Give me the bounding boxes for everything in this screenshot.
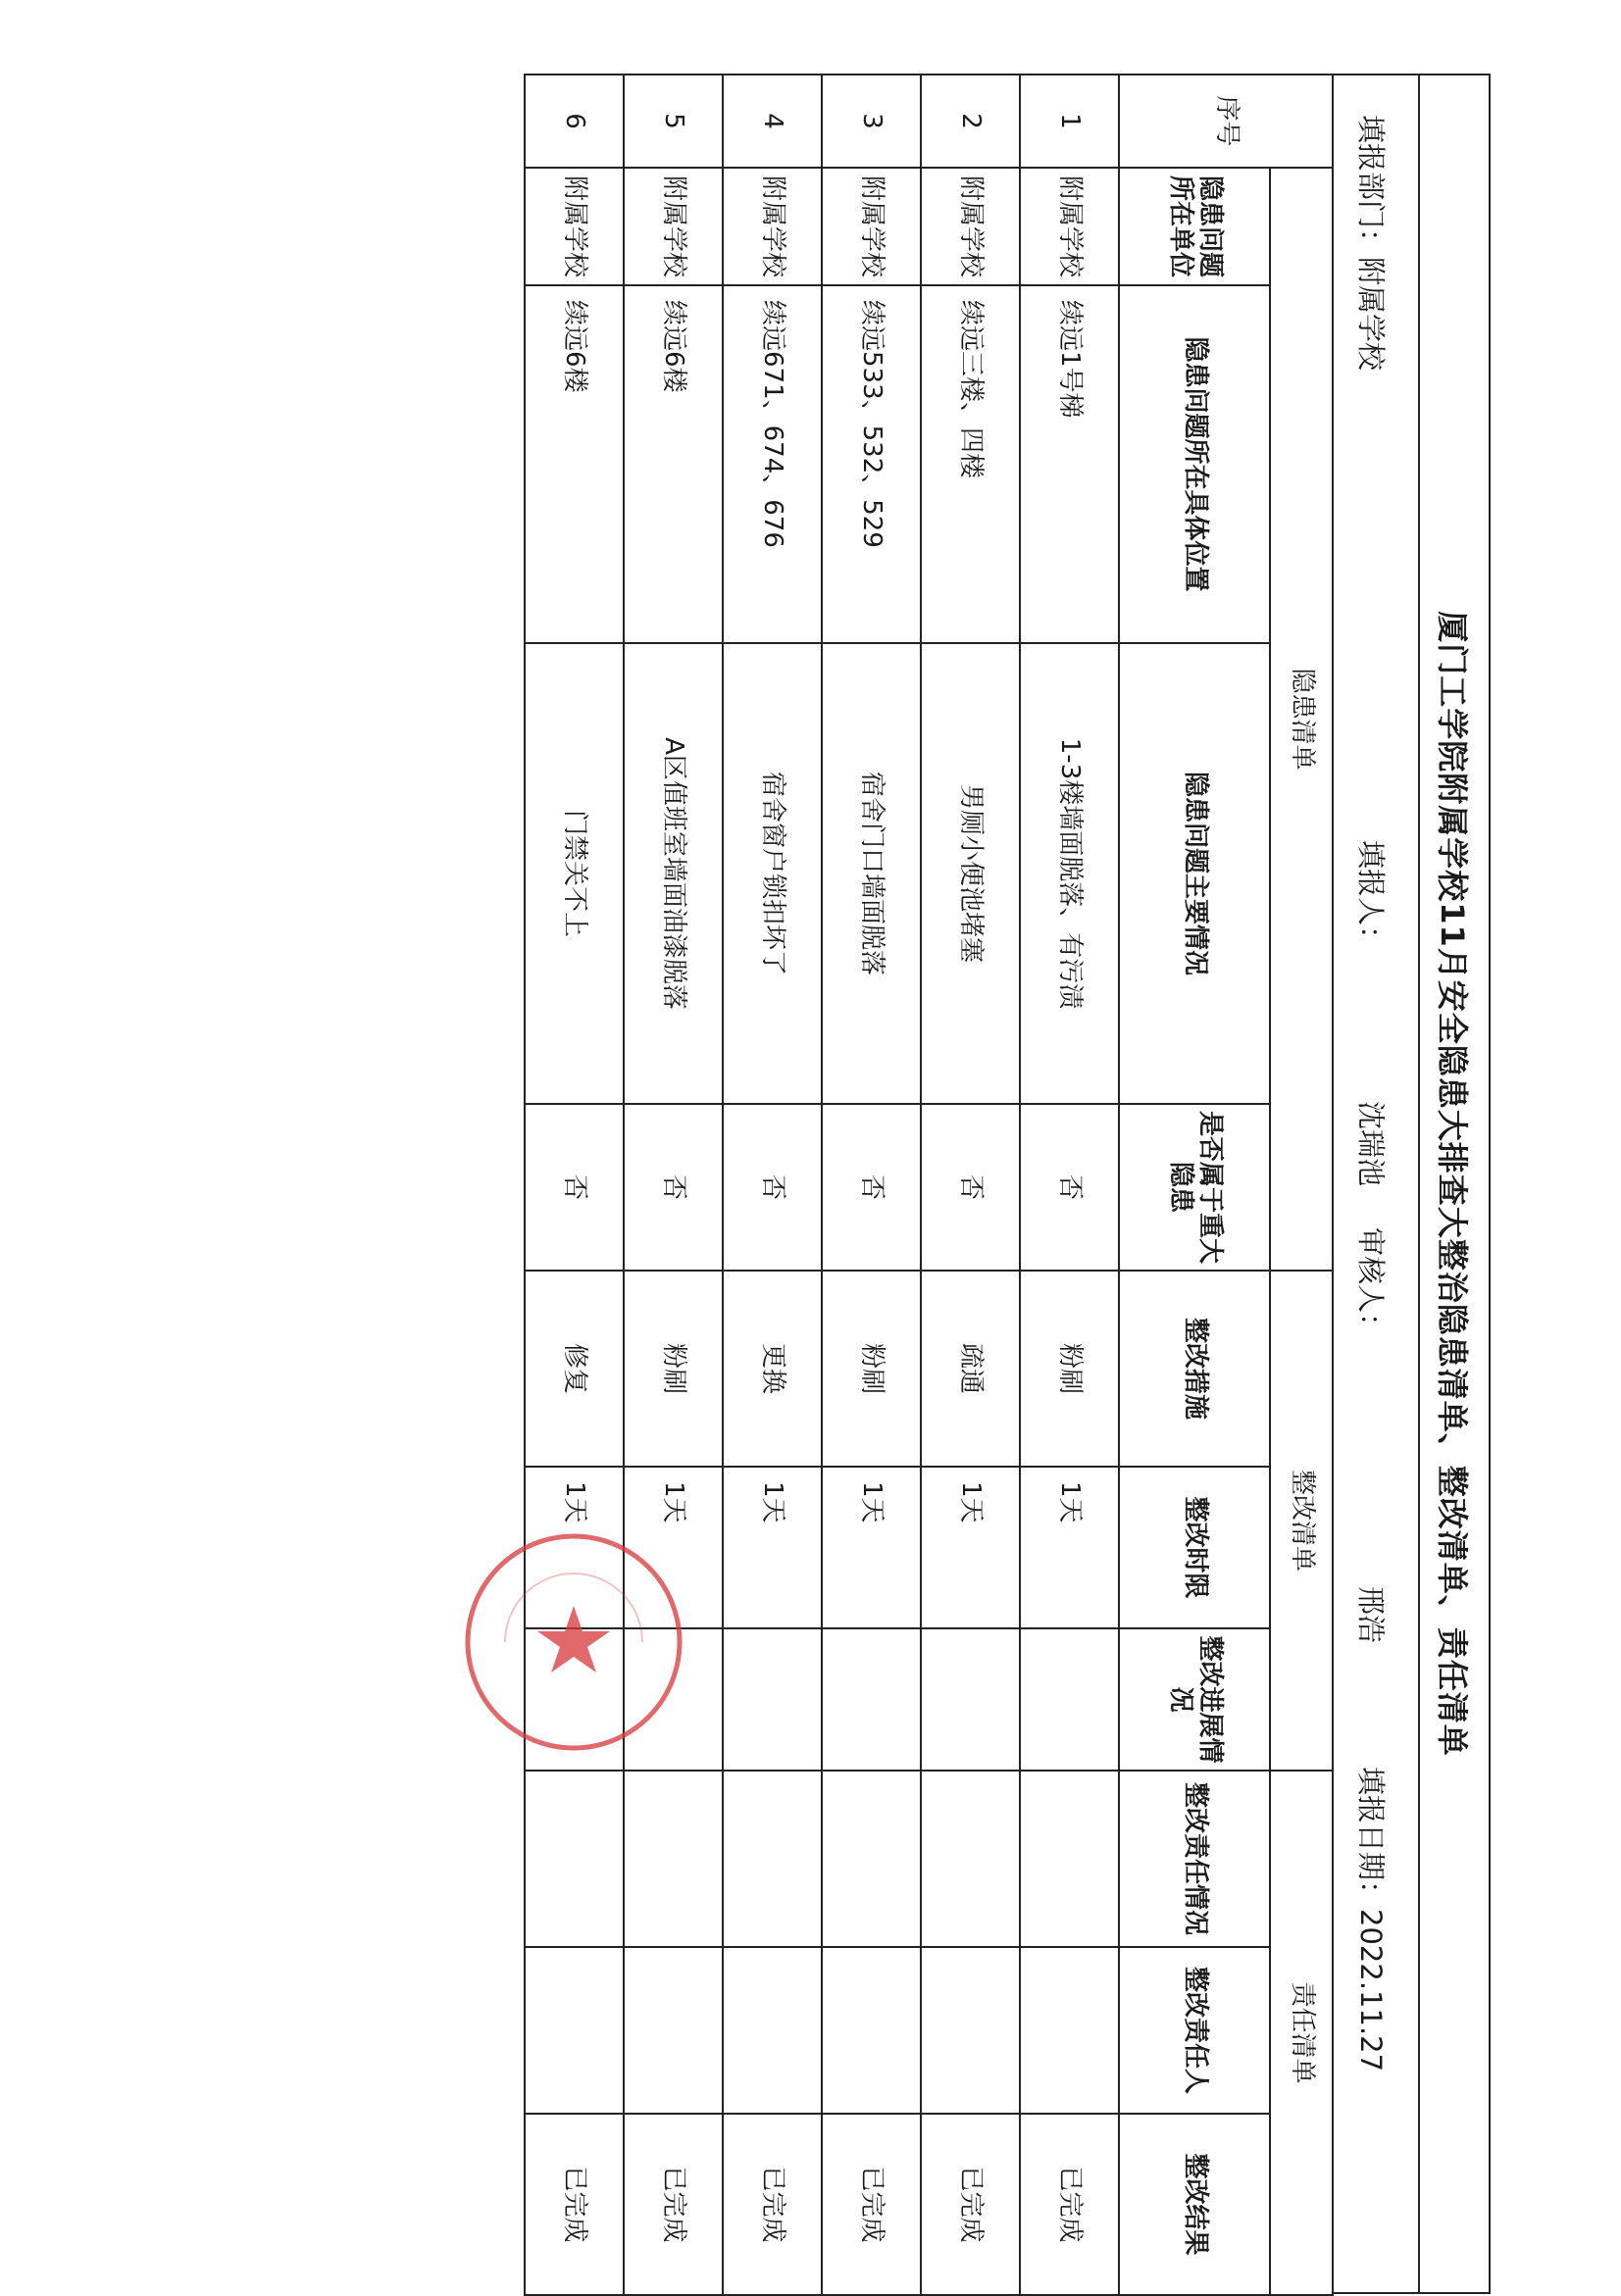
reporter-value: 沈瑞池 (1354, 1101, 1388, 1187)
cell-unit: 附属学校 (822, 168, 921, 285)
col-duty-status: 整改责任情况 (1119, 1771, 1270, 1947)
table-row (921, 75, 1020, 2295)
cell-duty-person (723, 1947, 822, 2114)
cell-major: 否 (822, 1104, 921, 1271)
column-header-row (1119, 75, 1270, 2295)
cell-situation: 门禁关不上 (525, 643, 624, 1104)
department-field (1352, 115, 1393, 371)
section-header-row (1270, 75, 1333, 2295)
cell-duty-status (723, 1771, 822, 1947)
cell-major: 否 (1020, 1104, 1119, 1271)
cell-major: 否 (921, 1104, 1020, 1271)
col-unit: 隐患问题所在单位 (1119, 168, 1270, 285)
cell-location: 续远6楼 (525, 285, 624, 643)
table-row (723, 75, 822, 2295)
meta-row (1334, 74, 1420, 2294)
cell-result: 已完成 (1020, 2114, 1119, 2295)
cell-unit: 附属学校 (723, 168, 822, 285)
cell-measure: 粉刷 (1020, 1271, 1119, 1467)
cell-no: 2 (921, 75, 1020, 168)
cell-deadline: 1天 (921, 1467, 1020, 1628)
cell-duty-person (525, 1947, 624, 2114)
hazard-table (524, 74, 1334, 2296)
col-deadline: 整改时限 (1119, 1467, 1270, 1628)
cell-deadline: 1天 (525, 1467, 624, 1628)
reporter-label: 填报人： (1354, 840, 1388, 955)
cell-duty-person (921, 1947, 1020, 2114)
cell-measure: 修复 (525, 1271, 624, 1467)
table-row (525, 75, 624, 2295)
cell-no: 1 (1020, 75, 1119, 168)
cell-situation: 1-3楼墙面脱落、有污渍 (1020, 643, 1119, 1104)
cell-deadline: 1天 (822, 1467, 921, 1628)
cell-progress (723, 1628, 822, 1771)
cell-progress (822, 1628, 921, 1771)
cell-location: 续远671、674、676 (723, 285, 822, 643)
reporter-field (1352, 840, 1393, 1186)
department-label: 填报部门： (1354, 115, 1388, 258)
cell-result: 已完成 (921, 2114, 1020, 2295)
col-major: 是否属于重大隐患 (1119, 1104, 1270, 1271)
cell-duty-status (525, 1771, 624, 1947)
cell-result: 已完成 (723, 2114, 822, 2295)
cell-deadline: 1天 (624, 1467, 723, 1628)
table-row (822, 75, 921, 2295)
cell-no: 4 (723, 75, 822, 168)
col-location: 隐患问题所在具体位置 (1119, 285, 1270, 643)
cell-major: 否 (525, 1104, 624, 1271)
cell-result: 已完成 (822, 2114, 921, 2295)
table-row (1020, 75, 1119, 2295)
cell-deadline: 1天 (1020, 1467, 1119, 1628)
cell-major: 否 (723, 1104, 822, 1271)
cell-result: 已完成 (624, 2114, 723, 2295)
seal-star-icon (537, 1606, 610, 1672)
document-title: 厦门工学院附属学校11月安全隐患大排查大整治隐患清单、整改清单、责任清单 (1420, 74, 1491, 2294)
reviewer-field (1352, 1227, 1393, 1643)
cell-no: 5 (624, 75, 723, 168)
col-duty-person: 整改责任人 (1119, 1947, 1270, 2114)
cell-duty-person (822, 1947, 921, 2114)
cell-situation: 男厕小便池堵塞 (921, 643, 1020, 1104)
cell-duty-status (822, 1771, 921, 1947)
reviewer-label: 审核人： (1354, 1227, 1388, 1342)
col-progress: 整改进展情况 (1119, 1628, 1270, 1771)
cell-no: 3 (822, 75, 921, 168)
date-label: 填报日期： (1354, 1767, 1388, 1910)
cell-major: 否 (624, 1104, 723, 1271)
cell-measure: 粉刷 (624, 1271, 723, 1467)
cell-measure: 疏通 (921, 1271, 1020, 1467)
department-value: 附属学校 (1354, 257, 1388, 372)
cell-unit: 附属学校 (624, 168, 723, 285)
reviewer-value: 邢浩 (1354, 1586, 1388, 1644)
cell-location: 续远6楼 (624, 285, 723, 643)
rotated-document-sheet (560, 74, 1491, 2294)
cell-no: 6 (525, 75, 624, 168)
cell-duty-person (624, 1947, 723, 2114)
cell-situation: 宿舍门口墙面脱落 (822, 643, 921, 1104)
table-row (624, 75, 723, 2295)
cell-location: 续远三楼、四楼 (921, 285, 1020, 643)
date-value: 2022.11.27 (1354, 1909, 1388, 2072)
col-result: 整改结果 (1119, 2114, 1270, 2295)
cell-result: 已完成 (525, 2114, 624, 2295)
cell-unit: 附属学校 (1020, 168, 1119, 285)
cell-progress (1020, 1628, 1119, 1771)
cell-unit: 附属学校 (525, 168, 624, 285)
cell-measure: 粉刷 (822, 1271, 921, 1467)
date-field (1352, 1767, 1393, 2071)
rectify-list-header: 整改清单 (1270, 1271, 1333, 1771)
cell-duty-person (1020, 1947, 1119, 2114)
col-measure: 整改措施 (1119, 1271, 1270, 1467)
cell-deadline: 1天 (723, 1467, 822, 1628)
cell-duty-status (624, 1771, 723, 1947)
cell-duty-status (1020, 1771, 1119, 1947)
cell-location: 续远533、532、529 (822, 285, 921, 643)
seq-header: 序号 (1119, 75, 1333, 168)
col-situation: 隐患问题主要情况 (1119, 643, 1270, 1104)
cell-duty-status (921, 1771, 1020, 1947)
duty-list-header: 责任清单 (1270, 1771, 1333, 2295)
cell-unit: 附属学校 (921, 168, 1020, 285)
official-seal-stamp (461, 1529, 686, 1755)
hazard-list-header: 隐患清单 (1270, 168, 1333, 1271)
cell-location: 续远1号梯 (1020, 285, 1119, 643)
cell-progress (921, 1628, 1020, 1771)
cell-measure: 更换 (723, 1271, 822, 1467)
cell-situation: 宿舍窗户锁扣坏了 (723, 643, 822, 1104)
cell-situation: A区值班室墙面油漆脱落 (624, 643, 723, 1104)
